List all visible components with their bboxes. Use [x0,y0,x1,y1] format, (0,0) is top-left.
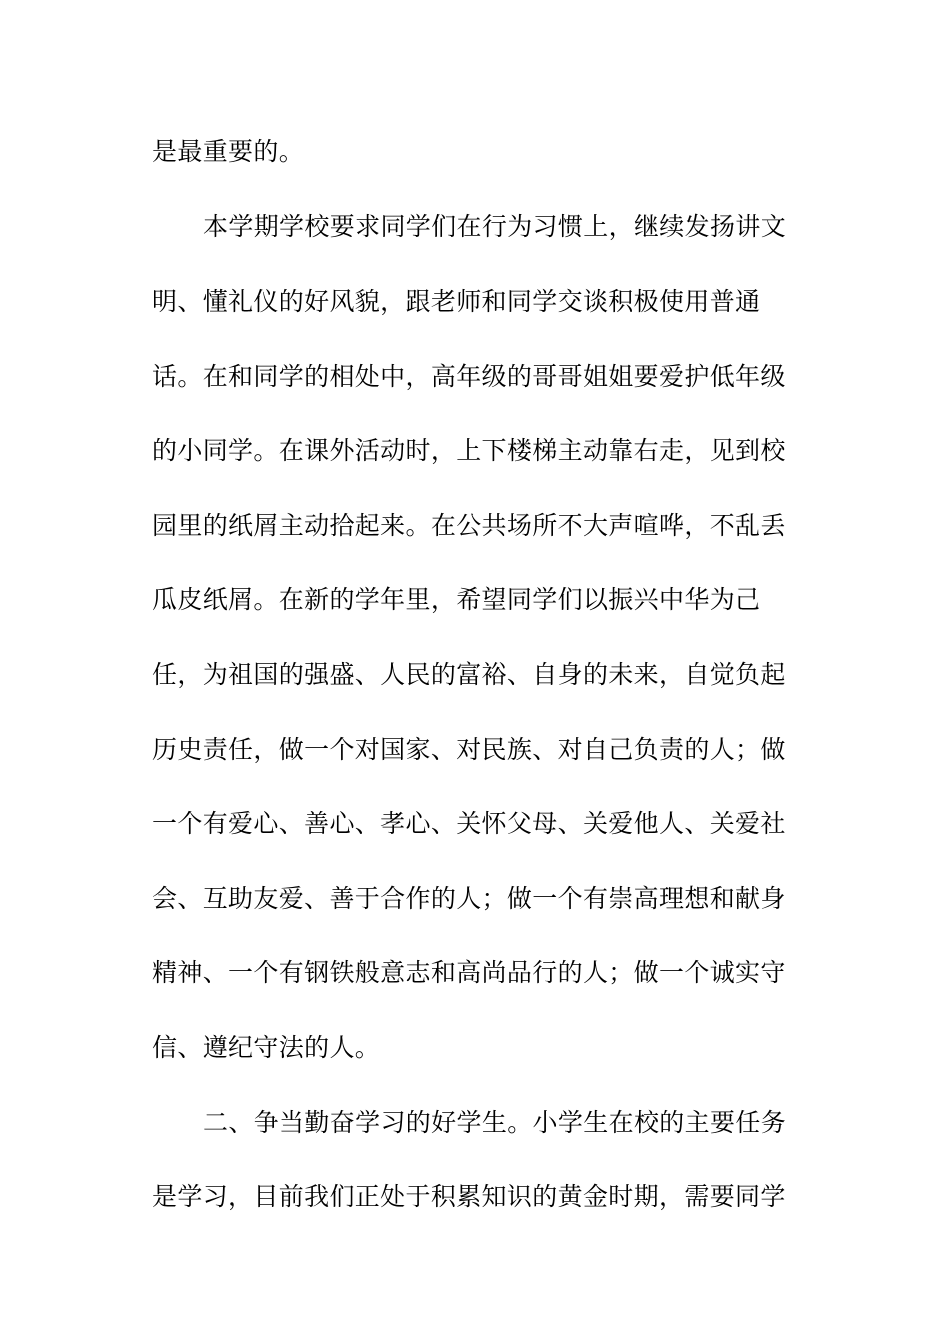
text-line: 是最重要的。 [152,137,305,166]
text-line: 的小同学。在课外活动时，上下楼梯主动靠右走，见到校 [152,436,786,465]
text-line: 精神、一个有钢铁般意志和高尚品行的人；做一个诚实守 [152,958,786,987]
text-line: 本学期学校要求同学们在行为习惯上，继续发扬讲文 [203,212,787,241]
text-line: 历史责任，做一个对国家、对民族、对自己负责的人；做 [152,735,786,764]
text-line: 是学习，目前我们正处于积累知识的黄金时期，需要同学 [152,1182,786,1211]
text-line: 二、争当勤奋学习的好学生。小学生在校的主要任务 [203,1108,787,1137]
text-line: 一个有爱心、善心、孝心、关怀父母、关爱他人、关爱社 [152,809,786,838]
text-line: 瓜皮纸屑。在新的学年里，希望同学们以振兴中华为己 [152,585,761,614]
text-line: 明、懂礼仪的好风貌，跟老师和同学交谈积极使用普通 [152,287,761,316]
text-line: 会、互助友爱、善于合作的人；做一个有崇高理想和献身 [152,884,786,913]
text-line: 话。在和同学的相处中，高年级的哥哥姐姐要爱护低年级 [152,362,786,391]
text-line: 园里的纸屑主动拾起来。在公共场所不大声喧哗，不乱丢 [152,511,786,540]
text-line: 任，为祖国的强盛、人民的富裕、自身的未来，自觉负起 [152,660,786,689]
text-line: 信、遵纪守法的人。 [152,1033,381,1062]
